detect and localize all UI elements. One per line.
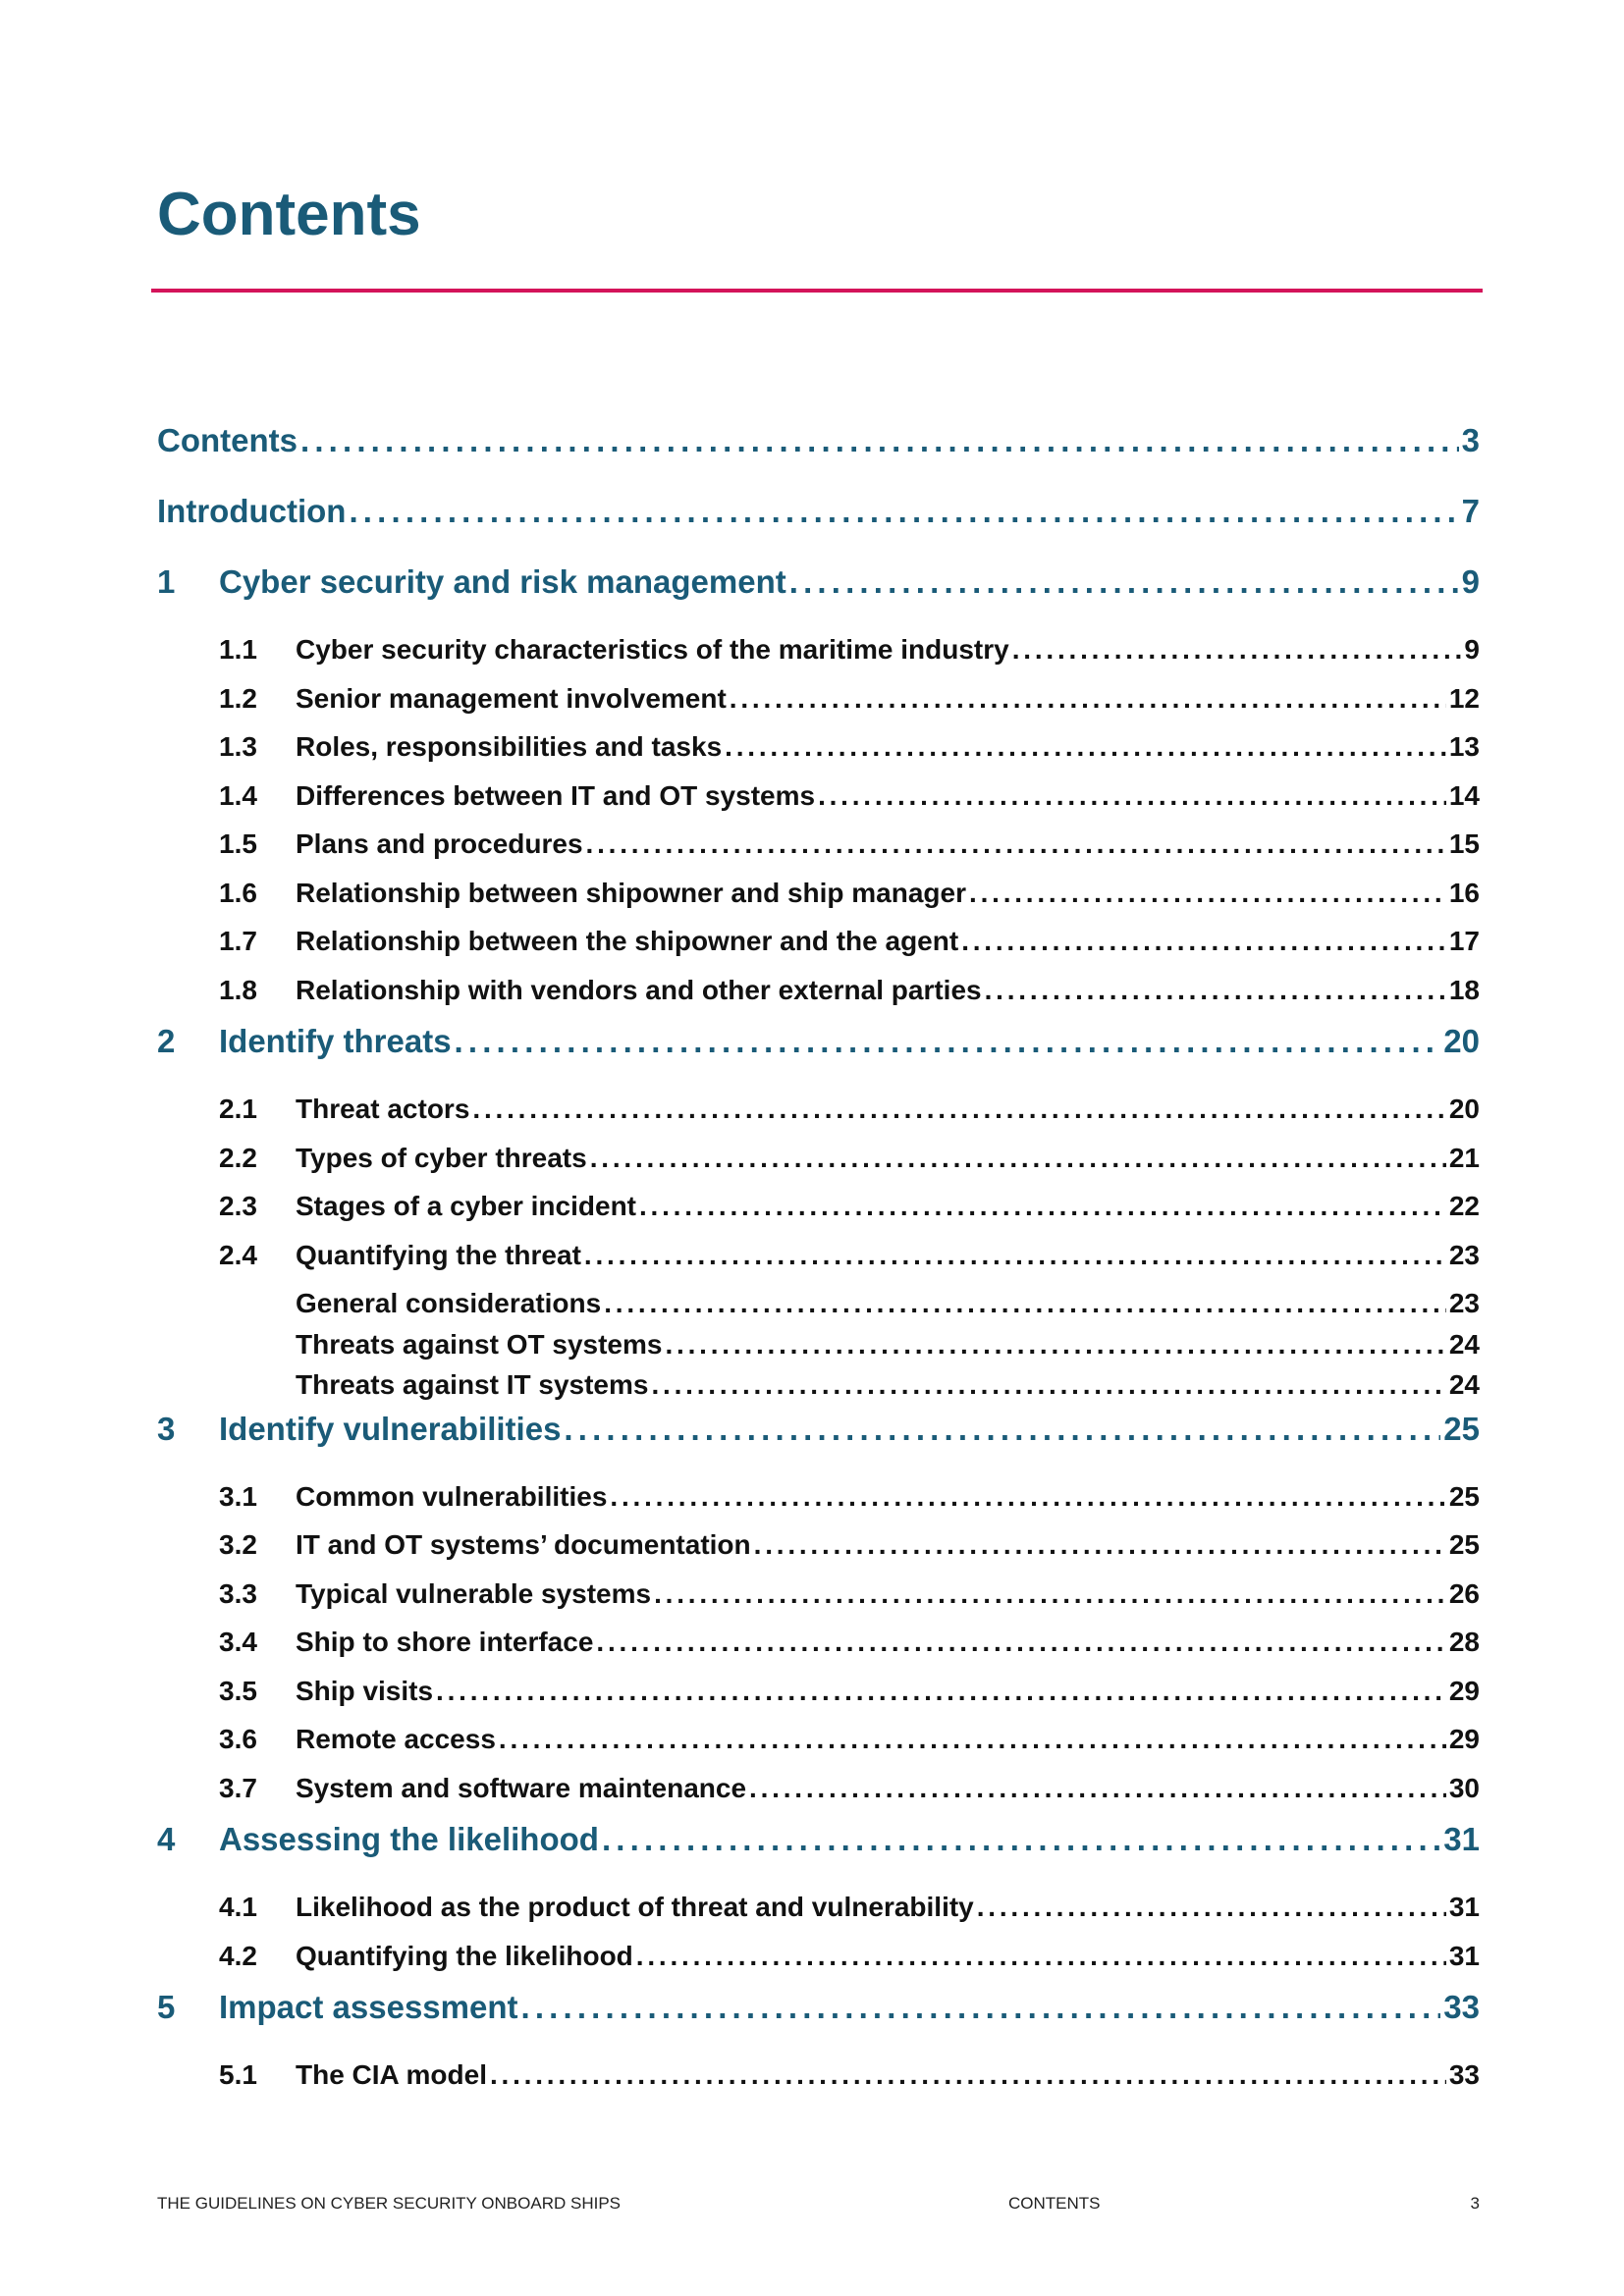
- toc-entry-title: Ship visits: [296, 1675, 434, 1706]
- toc-entry-title: General considerations: [296, 1288, 602, 1318]
- toc-dot-leader: [725, 731, 1446, 763]
- toc-entry-page-number: 31: [1448, 1892, 1480, 1922]
- toc-entry-page-number: 25: [1448, 1529, 1480, 1560]
- toc-entry-title: Threat actors: [296, 1094, 470, 1124]
- toc-entry[interactable]: [157, 1892, 1480, 1941]
- toc-entry-page-number: 25: [1448, 1480, 1480, 1512]
- toc-entry-number: 1.2: [219, 682, 257, 714]
- toc-entry-title: Cyber security characteristics of the maritime industry: [296, 634, 1009, 665]
- toc-entry[interactable]: [157, 1724, 1480, 1773]
- toc-entry-page-number: 28: [1448, 1627, 1480, 1657]
- toc-entry[interactable]: [157, 1143, 1480, 1192]
- toc-dot-leader: [490, 2059, 1446, 2091]
- toc-entry[interactable]: [157, 493, 1480, 563]
- footer-page-number: 3: [1470, 2194, 1480, 2213]
- toc-entry-title: Roles, responsibilities and tasks: [296, 731, 723, 762]
- toc-dot-leader: [754, 1529, 1446, 1561]
- toc-dot-leader: [610, 1481, 1445, 1513]
- toc-entry-title: Cyber security and risk management: [219, 563, 786, 600]
- title-divider: [151, 289, 1483, 293]
- toc-dot-leader: [584, 1240, 1446, 1271]
- toc-dot-leader: [300, 422, 1459, 459]
- toc-dot-leader: [651, 1369, 1445, 1401]
- toc-entry[interactable]: [157, 1023, 1480, 1094]
- toc-entry-page-number: 13: [1448, 731, 1480, 762]
- toc-entry-number: 3.5: [219, 1675, 257, 1706]
- table-of-contents: [157, 422, 1480, 2109]
- toc-entry-title: The CIA model: [296, 2059, 487, 2090]
- toc-dot-leader: [564, 1411, 1440, 1448]
- toc-entry[interactable]: [157, 780, 1480, 829]
- toc-entry[interactable]: [157, 828, 1480, 878]
- toc-dot-leader: [818, 780, 1446, 812]
- toc-dot-leader: [639, 1191, 1446, 1222]
- toc-entry[interactable]: [157, 1578, 1480, 1628]
- toc-entry-page-number: 31: [1448, 1940, 1480, 1971]
- toc-dot-leader: [455, 1023, 1441, 1060]
- toc-entry[interactable]: [157, 422, 1480, 493]
- toc-entry-page-number: 7: [1461, 493, 1480, 529]
- page-footer: [157, 2194, 1480, 2217]
- toc-entry[interactable]: [157, 975, 1480, 1024]
- toc-entry-page-number: 18: [1448, 974, 1480, 1005]
- toc-dot-leader: [1012, 634, 1462, 666]
- toc-entry[interactable]: [157, 1529, 1480, 1578]
- toc-entry[interactable]: [157, 1821, 1480, 1892]
- toc-entry[interactable]: [157, 1191, 1480, 1240]
- toc-entry[interactable]: [157, 731, 1480, 780]
- toc-entry-number: 3.7: [219, 1772, 257, 1803]
- toc-dot-leader: [590, 1143, 1446, 1174]
- toc-entry-number: 1.5: [219, 828, 257, 859]
- toc-entry[interactable]: [157, 1329, 1480, 1370]
- toc-entry-number: 1.6: [219, 877, 257, 908]
- toc-entry-title: Likelihood as the product of threat and vulnerability: [296, 1892, 974, 1922]
- toc-entry[interactable]: [157, 878, 1480, 927]
- toc-entry[interactable]: [157, 1094, 1480, 1143]
- toc-entry-number: 3.3: [219, 1577, 257, 1609]
- toc-entry-page-number: 15: [1448, 828, 1480, 859]
- toc-entry-title: Assessing the likelihood: [219, 1821, 599, 1857]
- toc-entry-page-number: 30: [1448, 1772, 1480, 1803]
- toc-entry[interactable]: [157, 926, 1480, 975]
- toc-entry-page-number: 29: [1448, 1724, 1480, 1754]
- toc-entry-page-number: 9: [1464, 634, 1480, 665]
- toc-entry-number: 4: [157, 1821, 176, 1857]
- toc-entry-page-number: 31: [1443, 1821, 1480, 1857]
- toc-entry[interactable]: [157, 1411, 1480, 1481]
- toc-entry-title: Quantifying the threat: [296, 1239, 581, 1270]
- toc-entry-title: System and software maintenance: [296, 1772, 747, 1803]
- toc-entry-number: 2.1: [219, 1094, 257, 1124]
- toc-dot-leader: [665, 1329, 1445, 1361]
- toc-entry-page-number: 17: [1448, 926, 1480, 956]
- toc-entry-number: 3.1: [219, 1480, 257, 1512]
- toc-entry-title: Differences between IT and OT systems: [296, 779, 816, 811]
- toc-entry-number: 1.1: [219, 634, 257, 665]
- toc-dot-leader: [969, 878, 1446, 909]
- toc-dot-leader: [499, 1724, 1446, 1755]
- toc-entry-page-number: 12: [1448, 682, 1480, 714]
- toc-entry-title: Threats against OT systems: [296, 1328, 663, 1360]
- toc-entry-number: 1.4: [219, 779, 257, 811]
- toc-dot-leader: [349, 493, 1458, 530]
- toc-entry-page-number: 22: [1448, 1191, 1480, 1221]
- toc-dot-leader: [521, 1989, 1441, 2026]
- toc-entry-page-number: 24: [1448, 1369, 1480, 1400]
- toc-entry-number: 4.2: [219, 1940, 257, 1971]
- toc-entry[interactable]: [157, 1288, 1480, 1329]
- toc-entry-number: 1.3: [219, 731, 257, 762]
- toc-entry-title: Ship to shore interface: [296, 1627, 594, 1657]
- toc-entry-title: Quantifying the likelihood: [296, 1940, 633, 1971]
- toc-entry-title: Senior management involvement: [296, 682, 727, 714]
- toc-dot-leader: [749, 1773, 1446, 1804]
- toc-entry-title: Contents: [157, 422, 298, 458]
- toc-entry-page-number: 20: [1443, 1023, 1480, 1059]
- toc-entry-page-number: 9: [1461, 563, 1480, 600]
- toc-entry-number: 2: [157, 1023, 176, 1059]
- toc-entry-title: Typical vulnerable systems: [296, 1577, 652, 1609]
- toc-entry-title: Impact assessment: [219, 1989, 518, 2025]
- toc-entry-page-number: 3: [1461, 422, 1480, 458]
- toc-entry[interactable]: [157, 683, 1480, 732]
- toc-entry[interactable]: [157, 1773, 1480, 1822]
- toc-entry-number: 5.1: [219, 2059, 257, 2090]
- toc-dot-leader: [961, 926, 1446, 957]
- toc-entry-page-number: 14: [1448, 779, 1480, 811]
- toc-entry-number: 1.8: [219, 974, 257, 1005]
- toc-dot-leader: [596, 1627, 1445, 1658]
- toc-dot-leader: [472, 1094, 1445, 1125]
- toc-entry-title: Plans and procedures: [296, 828, 583, 859]
- toc-entry-page-number: 24: [1448, 1328, 1480, 1360]
- toc-dot-leader: [602, 1821, 1440, 1858]
- toc-dot-leader: [985, 975, 1446, 1006]
- toc-dot-leader: [789, 563, 1459, 601]
- toc-entry-page-number: 21: [1448, 1142, 1480, 1173]
- toc-entry[interactable]: [157, 563, 1480, 634]
- toc-entry-number: 3.4: [219, 1627, 257, 1657]
- toc-entry-title: Remote access: [296, 1724, 496, 1754]
- toc-dot-leader: [636, 1941, 1446, 1972]
- toc-entry[interactable]: [157, 1481, 1480, 1530]
- toc-entry-title: Stages of a cyber incident: [296, 1191, 636, 1221]
- toc-entry-title: Relationship between shipowner and ship manager: [296, 877, 967, 908]
- toc-entry-number: 5: [157, 1989, 176, 2025]
- toc-entry[interactable]: [157, 1369, 1480, 1411]
- toc-entry-page-number: 29: [1448, 1675, 1480, 1706]
- toc-entry-title: Relationship between the shipowner and the agent: [296, 926, 959, 956]
- toc-entry-page-number: 25: [1443, 1410, 1480, 1447]
- toc-entry-title: IT and OT systems’ documentation: [296, 1529, 751, 1560]
- toc-entry-number: 2.3: [219, 1191, 257, 1221]
- toc-entry-title: Identify vulnerabilities: [219, 1410, 562, 1447]
- toc-entry-title: Types of cyber threats: [296, 1142, 587, 1173]
- toc-dot-leader: [730, 683, 1446, 715]
- toc-entry-number: 1: [157, 563, 176, 600]
- toc-dot-leader: [654, 1578, 1446, 1610]
- toc-entry-title: Identify threats: [219, 1023, 452, 1059]
- toc-entry[interactable]: [157, 1989, 1480, 2059]
- toc-entry-page-number: 23: [1448, 1288, 1480, 1318]
- toc-entry[interactable]: [157, 634, 1480, 683]
- toc-dot-leader: [604, 1288, 1446, 1319]
- toc-entry-number: 1.7: [219, 926, 257, 956]
- toc-entry-title: Relationship with vendors and other external parties: [296, 974, 982, 1005]
- toc-entry-page-number: 33: [1443, 1989, 1480, 2025]
- toc-entry-number: 2.2: [219, 1142, 257, 1173]
- toc-entry-number: 3: [157, 1410, 176, 1447]
- toc-entry[interactable]: [157, 1676, 1480, 1725]
- toc-dot-leader: [436, 1676, 1446, 1707]
- toc-entry-title: Threats against IT systems: [296, 1369, 649, 1400]
- toc-entry-page-number: 23: [1448, 1239, 1480, 1270]
- toc-entry-number: 3.6: [219, 1724, 257, 1754]
- toc-entry-number: 3.2: [219, 1529, 257, 1560]
- footer-section-name: CONTENTS: [1008, 2194, 1101, 2213]
- toc-entry-number: 4.1: [219, 1892, 257, 1922]
- toc-entry-page-number: 26: [1448, 1577, 1480, 1609]
- page-title: Contents: [157, 181, 421, 248]
- toc-entry[interactable]: [157, 1240, 1480, 1289]
- toc-entry[interactable]: [157, 1627, 1480, 1676]
- toc-entry-page-number: 20: [1448, 1094, 1480, 1124]
- footer-document-title: THE GUIDELINES ON CYBER SECURITY ONBOARD SHIPS: [157, 2194, 621, 2213]
- toc-dot-leader: [977, 1892, 1446, 1923]
- toc-entry-page-number: 33: [1448, 2059, 1480, 2090]
- toc-entry-page-number: 16: [1448, 877, 1480, 908]
- toc-entry-title: Common vulnerabilities: [296, 1480, 608, 1512]
- toc-entry-title: Introduction: [157, 493, 347, 529]
- toc-entry-number: 2.4: [219, 1239, 257, 1270]
- toc-entry[interactable]: [157, 1941, 1480, 1990]
- toc-entry[interactable]: [157, 2059, 1480, 2109]
- toc-dot-leader: [586, 828, 1446, 860]
